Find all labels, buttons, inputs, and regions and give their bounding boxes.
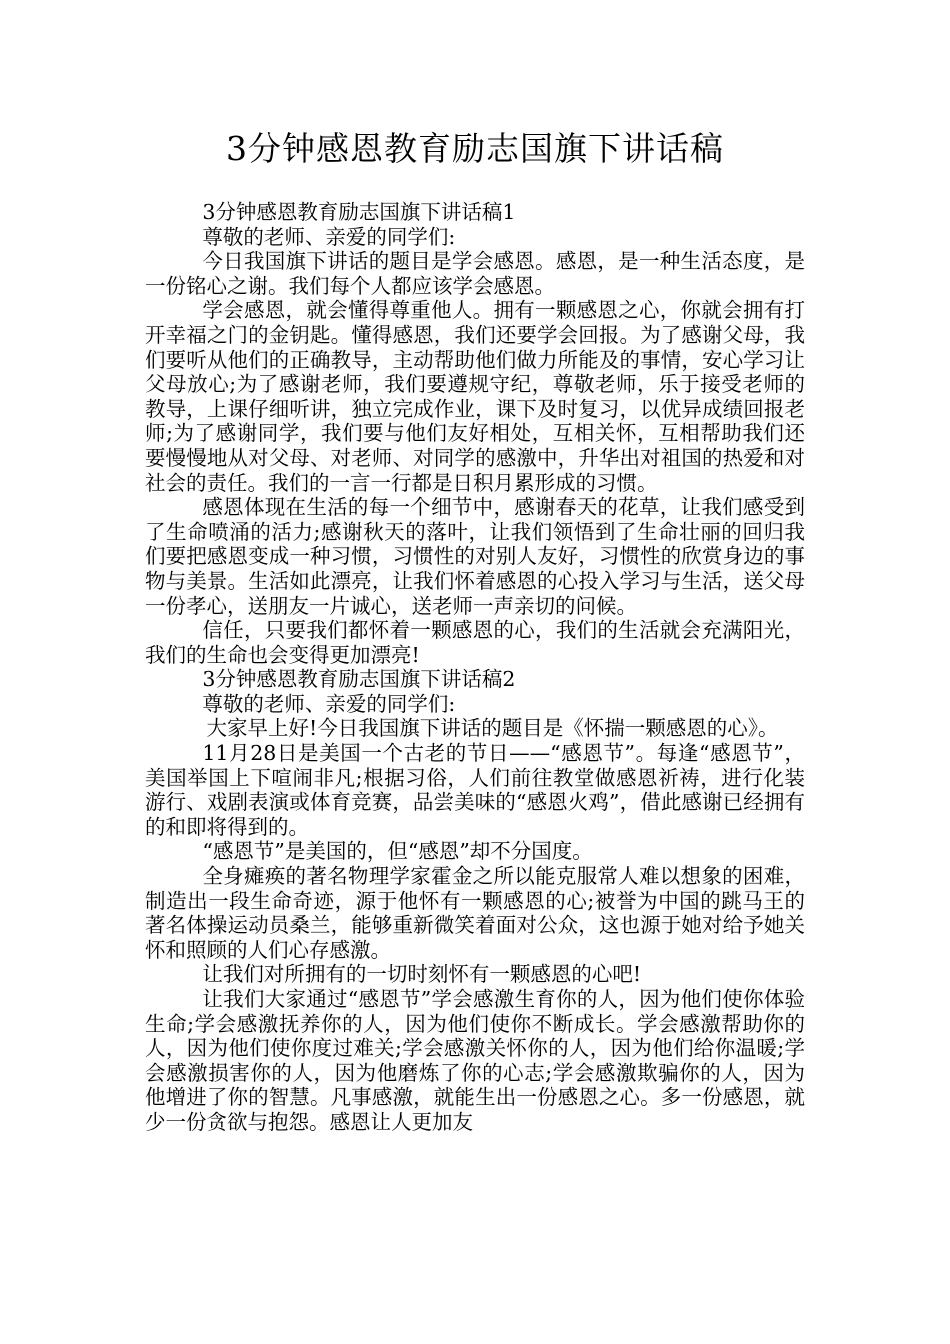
document-body — [145, 200, 805, 1135]
paragraph: 让我们对所拥有的一切时刻怀有一颗感恩的心吧! — [202, 962, 642, 987]
paragraph: 今日我国旗下讲话的题目是学会感恩。感恩，是一种生活态度，是一份铭心之谢。我们每个人都应该学会感恩。 — [145, 249, 805, 298]
paragraph: 全身瘫痪的著名物理学家霍金之所以能克服常人难以想象的困难，制造出一段生命奇迹，源于他怀有一颗感恩的心;被誉为中国的跳马王的著名体操运动员桑兰，能够重新微笑着面对公众，这也源于她对给予她关怀和照顾的人们心存感激。 — [145, 864, 805, 962]
paragraph: 11月28日是美国一个古老的节日——“感恩节”。每逢“感恩节”，美国举国上下喧闹非凡;根据习俗，人们前往教堂做感恩祈祷，进行化装游行、戏剧表演或体育竞赛，品尝美味的“感恩火鸡”，借此感谢已经拥有的和即将得到的。 — [145, 741, 805, 839]
paragraph: 信任，只要我们都怀着一颗感恩的心，我们的生活就会充满阳光，我们的生命也会变得更加漂亮! — [145, 618, 805, 667]
paragraph: 学会感恩，就会懂得尊重他人。拥有一颗感恩之心，你就会拥有打开幸福之门的金钥匙。懂得感恩，我们还要学会回报。为了感谢父母，我们要听从他们的正确教导，主动帮助他们做力所能及的事情，安心学习让父母放心;为了感谢老师，我们要遵规守纪，尊敬老师，乐于接受老师的教导，上课仔细听讲，独立完成作业，课下及时复习，以优异成绩回报老师;为了感谢同学，我们要与他们友好相处，互相关怀，互相帮助我们还要慢慢地从对父母、对老师、对同学的感激中，升华出对祖国的热爱和对社会的责任。我们的一言一行都是日积月累形成的习惯。 — [145, 298, 805, 495]
paragraph: 感恩体现在生活的每一个细节中，感谢春天的花草，让我们感受到了生命喷涌的活力;感谢秋天的落叶，让我们领悟到了生命壮丽的回归我们要把感恩变成一种习惯，习惯性的对别人友好，习惯性的欣赏身边的事物与美景。生活如此漂亮，让我们怀着感恩的心投入学习与生活，送父母一份孝心，送朋友一片诚心，送老师一声亲切的问候。 — [145, 495, 805, 618]
paragraph: “感恩节”是美国的，但“感恩”却不分国度。 — [202, 839, 593, 864]
section-heading-1: 3分钟感恩教育励志国旗下讲话稿1 — [202, 200, 516, 224]
section-heading-2: 3分钟感恩教育励志国旗下讲话稿2 — [202, 667, 516, 692]
paragraph: 大家早上好!今日我国旗下讲话的题目是《怀揣一颗感恩的心》。 — [206, 716, 779, 741]
salutation-1: 尊敬的老师、亲爱的同学们: — [202, 224, 456, 249]
document-title: 3分钟感恩教育励志国旗下讲话稿 — [226, 129, 724, 168]
salutation-2: 尊敬的老师、亲爱的同学们: — [202, 691, 456, 716]
paragraph: 让我们大家通过“感恩节”学会感激生育你的人，因为他们使你体验生命;学会感激抚养你的人，因为他们使你不断成长。学会感激帮助你的人，因为他们使你度过难关;学会感激关怀你的人，因为他们给你温暖;学会感激损害你的人，因为他磨炼了你的心志;学会感激欺骗你的人，因为他增进了你的智慧。凡事感激，就能生出一份感恩之心。多一份感恩，就少一份贪欲与抱怨。感恩让人更加友 — [145, 987, 805, 1134]
